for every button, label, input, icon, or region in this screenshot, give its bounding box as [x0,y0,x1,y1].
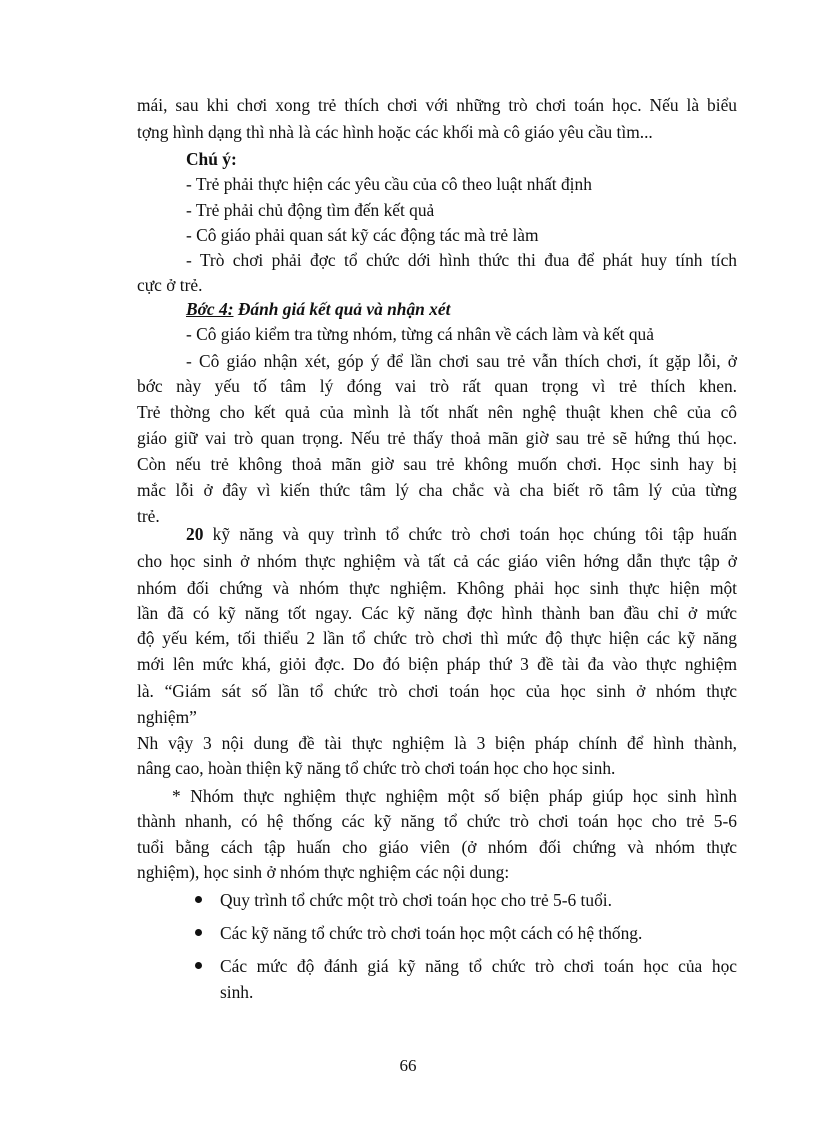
note-item: - Trẻ phải chủ động tìm đến kết quả [186,200,435,220]
paragraph-line: mắc lỗi ở đây vì kiến thức tâm lý cha chắc và cha biết rõ tâm lý của từng [137,480,737,500]
note-item: - Cô giáo phải quan sát kỹ các động tác mà trẻ làm [186,225,539,245]
bullet-dot-icon [195,929,202,936]
note-title: Chú ý: [186,149,237,169]
list-item: Các mức độ đánh giá kỹ năng tổ chức trò chơi toán học của học [220,956,737,976]
line-text: kỹ năng và quy trình tổ chức trò chơi toán học chúng tôi tập huấn [203,524,737,544]
paragraph-line: cho học sinh ở nhóm thực nghiệm và tất cả các giáo viên hớng dẫn thực tập ở [137,551,737,571]
paragraph-line: mái, sau khi chơi xong trẻ thích chơi với những trò chơi toán học. Nếu là biểu [137,95,737,115]
paragraph-line: * Nhóm thực nghiệm thực nghiệm một số biện pháp giúp học sinh hình [172,786,737,806]
paragraph-line: thành nhanh, có hệ thống các kỹ năng tổ chức trò chơi toán học cho trẻ 5-6 [137,811,737,831]
paragraph-line [186,523,737,545]
paragraph-line: - Cô giáo nhận xét, góp ý để lần chơi sau trẻ vẫn thích chơi, ít gặp lỗi, ở [186,351,737,371]
paragraph-line: mới lên mức khá, giỏi đợc. Do đó biện pháp thứ 3 đề tài đa vào thực nghiệm [137,654,737,674]
paragraph-line: tợng hình dạng thì nhà là các hình hoặc các khối mà cô giáo yêu cầu tìm... [137,122,653,142]
paragraph-line: nghiệm), học sinh ở nhóm thực nghiệm các nội dung: [137,862,510,882]
paragraph-line: là. “Giám sát số lần tổ chức trò chơi toán học của học sinh ở nhóm thực [137,681,737,701]
paragraph-line: Nh vậy 3 nội dung đề tài thực nghiệm là 3 biện pháp chính để hình thành, [137,733,737,753]
bold-number: 20 [186,524,204,544]
list-item: sinh. [220,982,254,1002]
paragraph-line: Còn nếu trẻ không thoả mãn giờ sau trẻ không muốn chơi. Học sinh hay bị [137,454,737,474]
paragraph-line: bớc này yếu tố tâm lý đóng vai trò rất quan trọng vì trẻ thích khen. [137,376,737,396]
list-item: Các kỹ năng tổ chức trò chơi toán học một cách có hệ thống. [220,923,643,943]
paragraph-line: tuổi bằng cách tập huấn cho giáo viên (ở nhóm đối chứng và nhóm thực [137,837,737,857]
step-label: Bớc 4: [186,299,234,319]
step-title: Đánh giá kết quả và nhận xét [233,299,451,319]
note-item: - Trò chơi phải đợc tổ chức dới hình thức thi đua để phát huy tính tích [186,250,737,270]
paragraph-line: giáo giữ vai trò quan trọng. Nếu trẻ thấy thoả mãn giờ sau trẻ sẽ hứng thú học. [137,428,737,448]
paragraph-line: nhóm đối chứng và nhóm thực nghiệm. Không phải học sinh thực hiện một [137,578,737,598]
paragraph-line: độ yếu kém, tối thiểu 2 lần tổ chức trò chơi thì mức độ thực hiện các kỹ năng [137,628,737,648]
note-item: cực ở trẻ. [137,275,203,295]
paragraph-line: nghiệm” [137,707,197,727]
paragraph-line: trẻ. [137,506,160,526]
paragraph-line: nâng cao, hoàn thiện kỹ năng tổ chức trò chơi toán học cho học sinh. [137,758,616,778]
bullet-dot-icon [195,896,202,903]
paragraph-line: lần đã có kỹ năng tốt ngay. Các kỹ năng đợc hình thành ban đầu chỉ ở mức [137,603,737,623]
bullet-dot-icon [195,962,202,969]
page-number: 66 [399,1056,417,1075]
paragraph-line: Trẻ thờng cho kết quả của mình là tốt nhất nên nghệ thuật khen chê của cô [137,402,737,422]
note-item: - Trẻ phải thực hiện các yêu cầu của cô theo luật nhất định [186,174,592,194]
paragraph-line: - Cô giáo kiểm tra từng nhóm, từng cá nhân về cách làm và kết quả [186,324,654,344]
step-heading [186,298,450,320]
list-item: Quy trình tổ chức một trò chơi toán học cho trẻ 5-6 tuổi. [220,890,612,910]
